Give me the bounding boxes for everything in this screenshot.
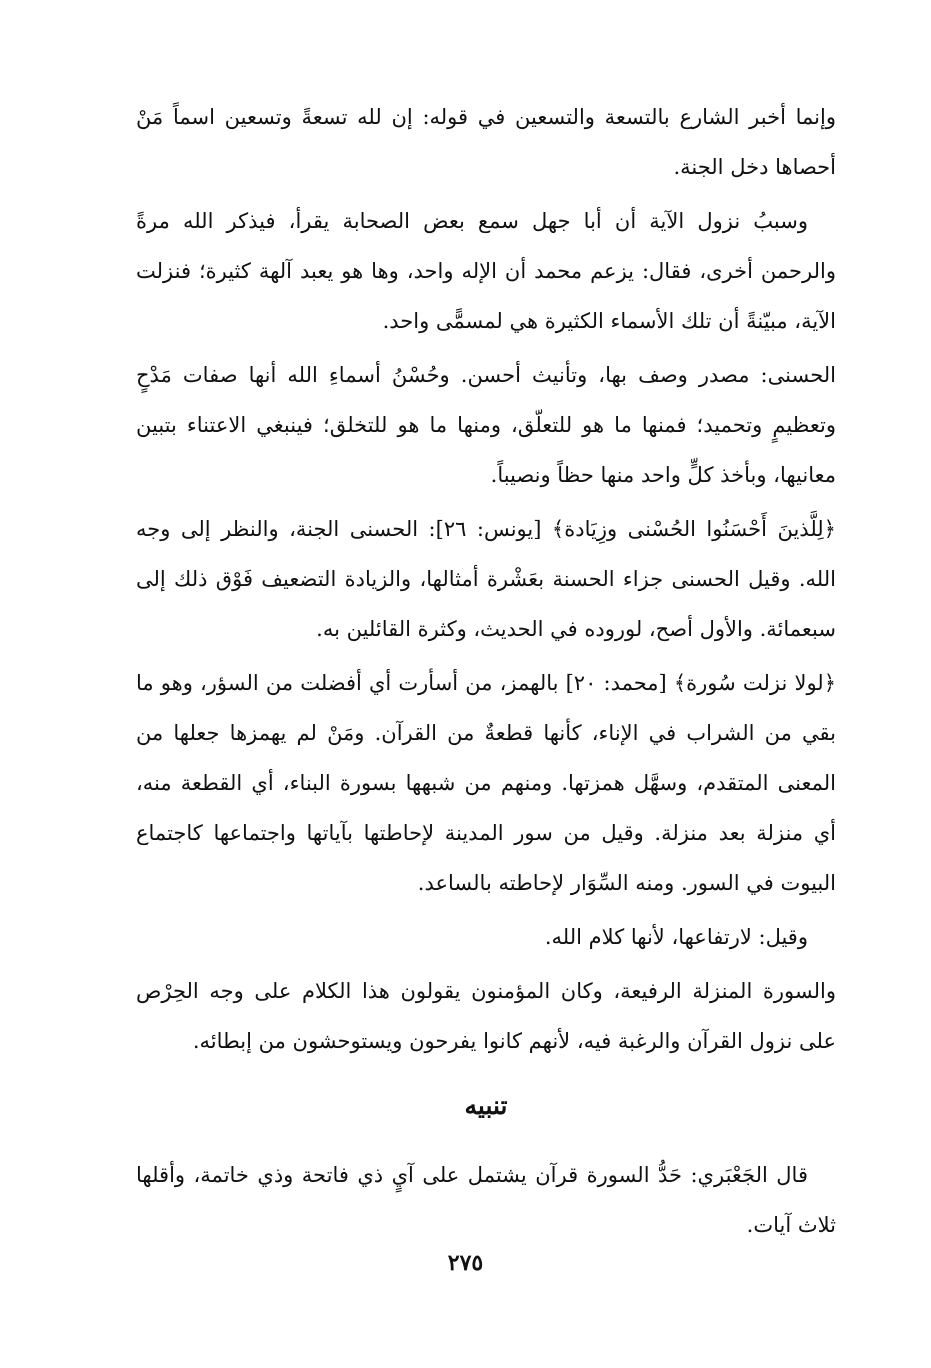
paragraph-reason-of-revelation: وسببُ نزول الآية أن أبا جهل سمع بعض الصحابة يقرأ، فيذكر الله مرةً والرحمن أخرى، فقال: يزعم محمد أن الإله واحد، وها هو يعبد آلهة كثيرة؛ فنزلت الآية، مبيّنةً أن تلك الأسماء الكثيرة هي لمسمًّى واحد. bbox=[136, 209, 836, 333]
paragraph-al-husna: الحسنى: مصدر وصف بها، وتأنيث أحسن. وحُسْنُ أسماءِ الله أنها صفات مَدْحٍ وتعظيمٍ وتحميد؛ فمنها ما هو للتعلّق، ومنها ما هو للتخلق؛ فينبغي الاعتناء بتبين معانيها، وبأخذ كلٍّ واحد منها حظاً ونصيباً. bbox=[136, 363, 836, 487]
page-number: ٢٧٥ bbox=[447, 1250, 484, 1276]
page-body bbox=[136, 92, 836, 1254]
paragraph-verse-muhammad: ﴿لولا نزلت سُورة﴾ [محمد: ٢٠] بالهمز، من أسأرت أي أفضلت من السؤر، وهو ما بقي من الشراب في الإناء، كأنها قطعةٌ من القرآن. ومَنْ لم يهمزها جعلها من المعنى المتقدم، وسهَّل همزتها. ومنهم من شبهها بسورة البناء، أي القطعة منه، أي منزلة بعد منزلة. وقيل من سور المدينة لإحاطتها بآياتها واجتماعها كاجتماع البيوت في السور. ومنه السِّوَار لإحاطته بالساعد. bbox=[136, 671, 836, 895]
paragraph-high-rank: والسورة المنزلة الرفيعة، وكان المؤمنون يقولون هذا الكلام على وجه الحِرْص على نزول القرآن والرغبة فيه، لأنهم كانوا يفرحون ويستوحشون من إبطائه. bbox=[136, 979, 836, 1053]
paragraph-verse-yunus: ﴿لِلَّذينَ أَحْسَنُوا الحُسْنى وزِيَادة﴾ [يونس: ٢٦]: الحسنى الجنة، والنظر إلى وجه الله. وقيل الحسنى جزاء الحسنة بعَشْرة أمثالها، والزيادة التضعيف فَوْق ذلك إلى سبعمائة. والأول أصح، لوروده في الحديث، وكثرة القائلين به. bbox=[136, 517, 836, 641]
section-heading: تنبيه bbox=[464, 1091, 508, 1120]
paragraph-elevation: وقيل: لارتفاعها، لأنها كلام الله. bbox=[544, 925, 808, 949]
paragraph-jabari: قال الجَعْبَري: حَدُّ السورة قرآن يشتمل على آيٍ ذي فاتحة وذي خاتمة، وأقلها ثلاث آيات. bbox=[136, 1163, 836, 1237]
paragraph-names-of-allah: وإنما أخبر الشارع بالتسعة والتسعين في قوله: إن لله تسعةً وتسعين اسماً مَنْ أحصاها دخل الجنة. bbox=[136, 105, 836, 179]
